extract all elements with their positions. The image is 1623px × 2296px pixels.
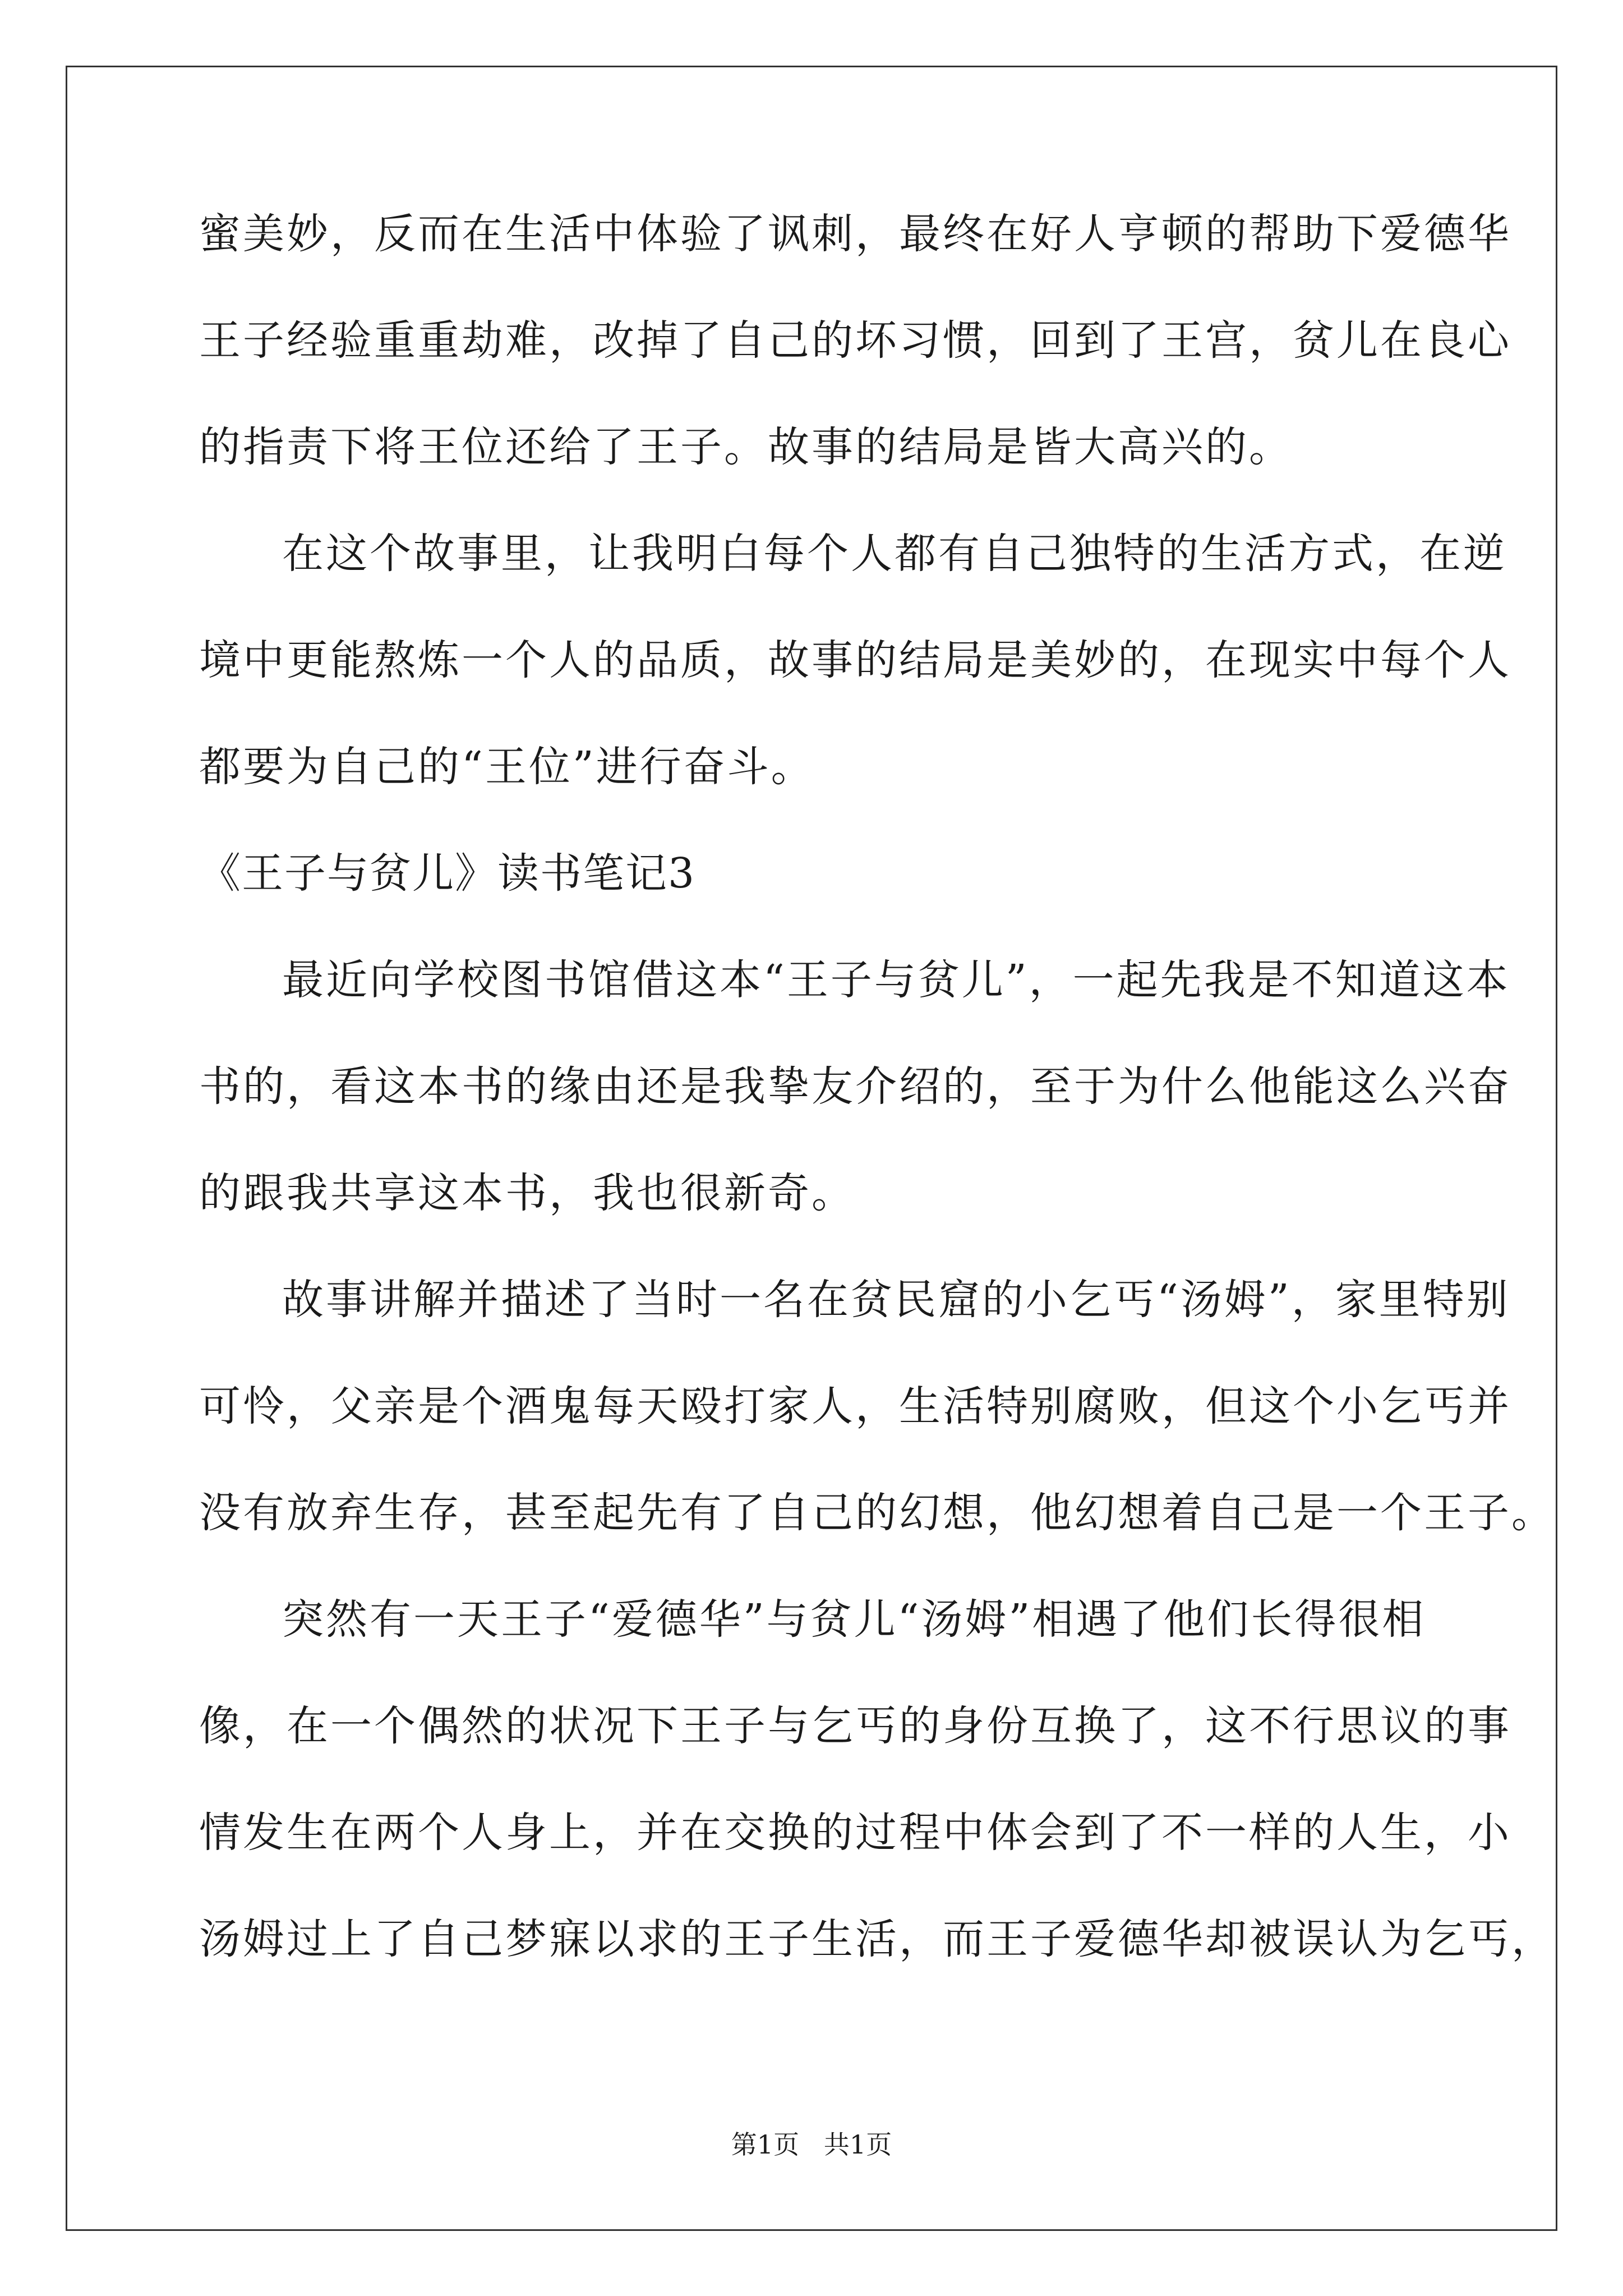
document-body (199, 210, 1555, 2025)
text-line: 境中更能熬炼一个人的品质，故事的结局是美妙的，在现实中每个人 (199, 636, 1511, 684)
text-line: 蜜美妙，反而在生活中体验了讽刺，最终在好人亨顿的帮助下爱德华 (199, 210, 1511, 258)
text-line: 在这个故事里，让我明白每个人都有自己独特的生活方式，在逆 (282, 530, 1507, 578)
text-line: 汤姆过上了自己梦寐以求的王子生活，而王子爱德华却被误认为乞丐， (199, 1915, 1555, 1963)
section-heading: 《王子与贫儿》读书笔记3 (199, 849, 696, 898)
text-line: 的指责下将王位还给了王子。故事的结局是皆大高兴的。 (199, 423, 1293, 471)
text-line: 情发生在两个人身上，并在交换的过程中体会到了不一样的人生，小 (199, 1809, 1511, 1857)
text-line: 都要为自己的“王位”进行奋斗。 (199, 743, 815, 791)
text-line: 故事讲解并描述了当时一名在贫民窟的小乞丐“汤姆”，家里特别 (282, 1276, 1510, 1324)
text-line: 的跟我共享这本书，我也很新奇。 (199, 1169, 855, 1217)
text-line: 书的，看这本书的缘由还是我挚友介绍的，至于为什么他能这么兴奋 (199, 1062, 1511, 1111)
text-line: 没有放弃生存，甚至起先有了自己的幻想，他幻想着自己是一个王子。 (199, 1489, 1555, 1537)
text-line: 王子经验重重劫难，改掉了自己的坏习惯，回到了王宫，贫儿在良心 (199, 316, 1511, 365)
text-line: 像，在一个偶然的状况下王子与乞丐的身份互换了，这不行思议的事 (199, 1702, 1511, 1750)
text-line: 最近向学校图书馆借这本“王子与贫儿”，一起先我是不知道这本 (282, 956, 1510, 1004)
text-line: 可怜，父亲是个酒鬼每天殴打家人，生活特别腐败，但这个小乞丐并 (199, 1382, 1511, 1430)
text-line: 突然有一天王子“爱德华”与贫儿“汤姆”相遇了他们长得很相 (282, 1595, 1426, 1644)
page-footer: 第1页 共1页 (731, 2129, 892, 2160)
